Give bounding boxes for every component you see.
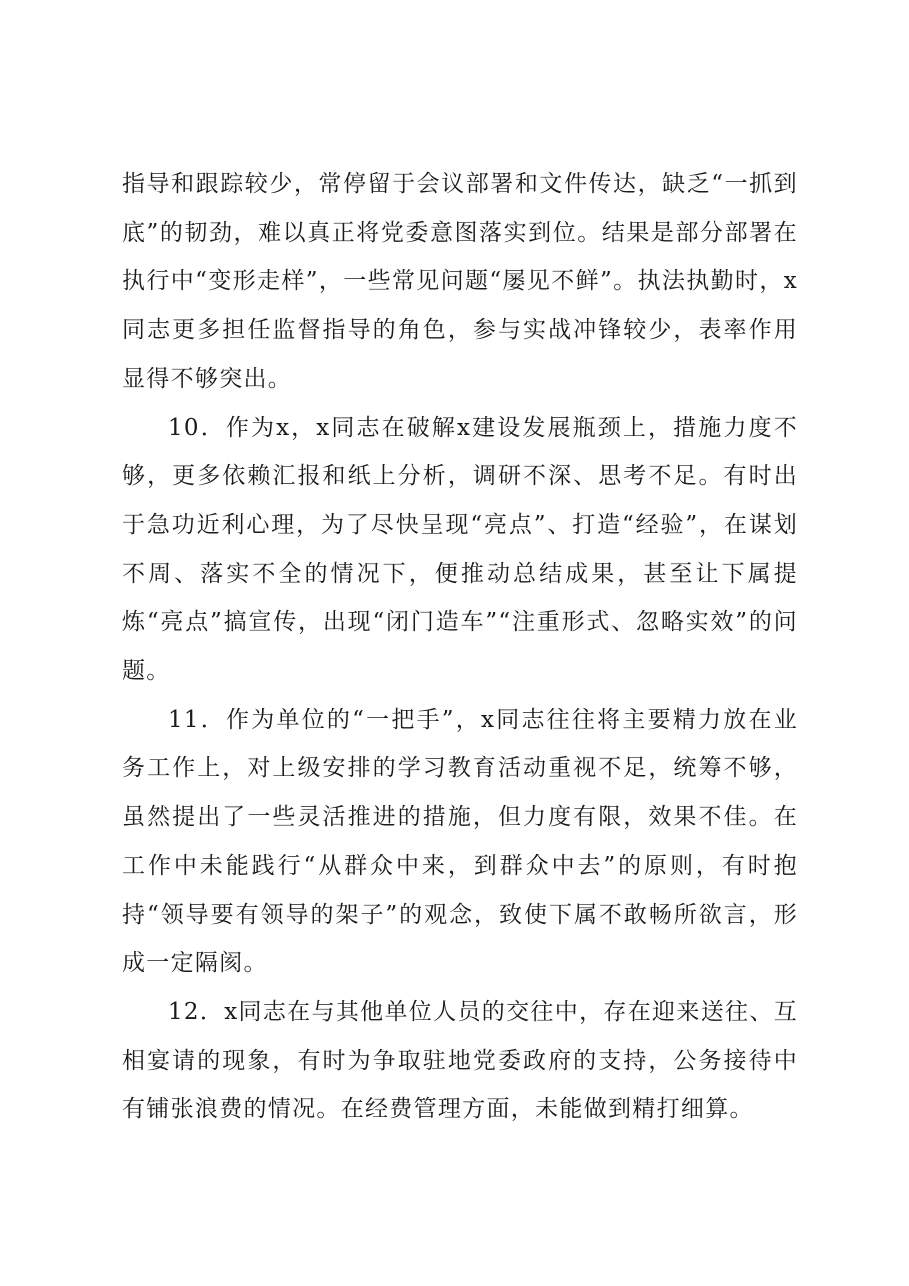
paragraph-item-11: 11．作为单位的“一把手”，x同志往往将主要精力放在业务工作上，对上级安排的学习教育活动重视不足，统筹不够，虽然提出了一些灵活推进的措施，但力度有限，效果不佳。在工作中未能践行“从群众中来，到群众中去”的原则，有时抱持“领导要有领导的架子”的观念，致使下属不敢畅所欲言，形成一定隔阂。 [122, 706, 798, 977]
paragraph-continuation: 指导和跟踪较少，常停留于会议部署和文件传达，缺乏“一抓到底”的韧劲，难以真正将党委意图落实到位。结果是部分部署在执行中“变形走样”，一些常见问题“屡见不鲜”。执法执勤时，x同志更多担任监督指导的角色，参与实战冲锋较少，表率作用显得不够突出。 [122, 171, 798, 392]
paragraph-item-12: 12．x同志在与其他单位人员的交往中，存在迎来送往、互相宴请的现象，有时为争取驻地党委政府的支持，公务接待中有铺张浪费的情况。在经费管理方面，未能做到精打细算。 [122, 998, 798, 1123]
document-body [122, 160, 798, 1134]
paragraph-item-10: 10．作为x，x同志在破解x建设发展瓶颈上，措施力度不够，更多依赖汇报和纸上分析，调研不深、思考不足。有时出于急功近利心理，为了尽快呈现“亮点”、打造“经验”，在谋划不周、落实不全的情况下，便推动总结成果，甚至让下属提炼“亮点”搞宣传，出现“闭门造车”“注重形式、忽略实效”的问题。 [122, 414, 798, 685]
